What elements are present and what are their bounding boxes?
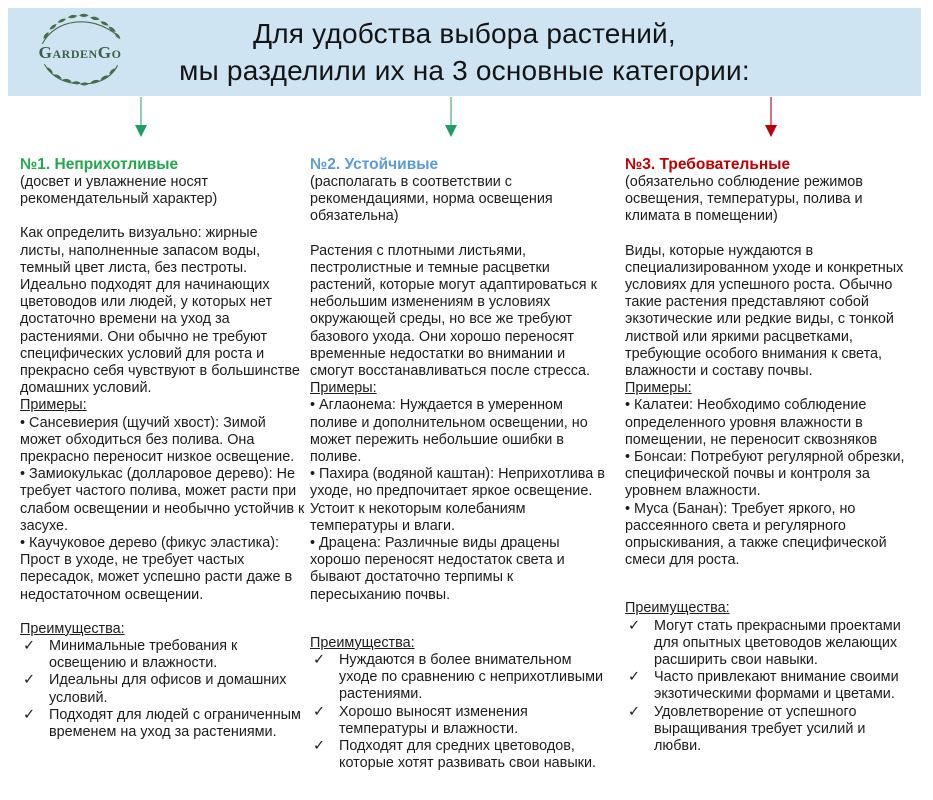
category-description: Как определить визуально: жирные листы, наполненные запасом воды, темный цвет листа, без пестроты. Идеально подходят для начинающих цветоводов или людей, у которых нет достаточно времени на уход за растениями. Они обычно не требуют специфических условий для роста и прекрасно себя чувствуют в большинстве домашних условий. [20, 225, 300, 397]
bullet-icon: • [310, 535, 316, 552]
example-item [310, 535, 608, 604]
advantages-label: Преимущества: [310, 634, 415, 651]
category-description: Растения с плотными листьями, пестролистные и темные расцветки растений, которые могут адаптироваться к небольшим изменениям в условиях окружающей среды, но все же требуют базового ухода. Они хорошо переносят временные недостатки во внимании и смогут восстанавливаться после стресса. [310, 242, 597, 380]
check-icon: ✓ [23, 706, 36, 723]
example-text: Пахира (водяной каштан): Неприхотлива в уходе, но предпочитает яркое освещение. Устоит к некоторым колебаниям температуры и влаги. [310, 466, 605, 534]
advantage-text: Идеальны для офисов и домашних условий. [49, 672, 287, 706]
example-item [20, 535, 306, 604]
arrow-down-icon [444, 97, 458, 137]
example-text: Каучуковое дерево (фикус эластика): Прост в уходе, не требует частых пересадок, может успешно расти даже в недостаточном освещении. [20, 535, 293, 603]
advantage-item [625, 618, 915, 670]
check-icon: ✓ [23, 672, 36, 689]
examples-label: Примеры: [310, 380, 377, 397]
advantage-item [310, 652, 608, 704]
category-heading: №2. Устойчивые [310, 156, 439, 173]
bullet-icon: • [625, 449, 631, 466]
check-icon: ✓ [23, 638, 36, 655]
category-column-resilient [310, 155, 608, 773]
advantage-text: Минимальные требования к освещению и влажности. [49, 638, 238, 672]
bullet-icon: • [20, 535, 26, 552]
arrow-down-icon [134, 97, 148, 137]
advantage-item [20, 672, 306, 706]
bullet-icon: • [625, 397, 631, 414]
advantage-text: Удовлетворение от успешного выращивания требует усилий и любви. [654, 703, 866, 755]
category-column-unpretentious [20, 155, 306, 741]
example-item [625, 397, 915, 449]
advantages-block [625, 600, 915, 755]
example-text: Аглаонема: Нуждается в умеренном поливе и дополнительном освещении, но может пережить небольшие ошибки в поливе. [310, 397, 588, 466]
category-heading: №3. Требовательные [625, 156, 791, 173]
title-line-1: Для удобства выбора растений, [253, 18, 676, 49]
category-heading: №1. Неприхотливые [20, 156, 179, 173]
advantage-text: Подходят для средних цветоводов, которые хотят развивать свои навыки. [339, 738, 596, 772]
example-item [310, 397, 608, 466]
example-text: Калатеи: Необходимо соблюдение определенного уровня влажности в помещении, не переносит сквозняков [625, 397, 878, 448]
examples-label: Примеры: [625, 380, 692, 397]
arrow-down-icon [764, 97, 778, 137]
check-icon: ✓ [313, 703, 326, 720]
example-item [20, 466, 306, 535]
examples-label: Примеры: [20, 397, 87, 414]
header-banner [8, 8, 921, 96]
title-line-2: мы разделили их на 3 основные категории: [179, 55, 750, 86]
advantage-text: Подходят для людей с ограниченным временем на уход за растениями. [49, 706, 301, 741]
example-text: Бонсаи: Потребуют регулярной обрезки, специфической почвы и контроля за уровнем влажности. [625, 449, 905, 500]
brand-text: GardenGo [38, 43, 122, 63]
example-text: Замиокулькас (долларовое дерево): Не требует частого полива, может расти при слабом освещении и необычно устойчив к засухе. [20, 466, 305, 534]
page-title [179, 15, 750, 89]
example-item [20, 415, 306, 467]
advantage-text: Часто привлекают внимание своими экзотическими формами и цветами. [654, 669, 899, 703]
example-item [625, 449, 915, 501]
check-icon: ✓ [628, 669, 641, 686]
advantage-text: Нуждаются в более внимательном уходе по сравнению с неприхотливыми растениями. [339, 652, 604, 703]
advantage-item [310, 738, 608, 772]
bullet-icon: • [310, 397, 316, 414]
advantage-item [625, 704, 915, 756]
gardengo-logo [24, 11, 136, 93]
bullet-icon: • [20, 414, 26, 431]
example-item [310, 466, 608, 535]
advantages-label: Преимущества: [625, 600, 730, 617]
advantages-block [310, 635, 608, 773]
example-text: Муса (Банан): Требует яркого, но рассеянного света и регулярного опрыскивания, а также специфической смеси для роста. [625, 500, 887, 569]
check-icon: ✓ [628, 703, 641, 720]
category-description: Виды, которые нуждаются в специализированном уходе и конкретных условиях для успешного роста. Обычно такие растения представляют собой экзотические или редкие виды, с тонкой листвой или яркими расцветками, требующие особого внимания к света, влажности и составу почвы. [625, 242, 904, 380]
check-icon: ✓ [313, 738, 326, 755]
advantages-block [20, 621, 306, 741]
example-text: Драцена: Различные виды драцены хорошо переносят недостаток света и бывают достаточно терпимы к пересыханию почвы. [310, 535, 565, 603]
example-text: Сансевиерия (щучий хвост): Зимой может обходиться без полива. Она прекрасно переносит низкое освещение. [20, 414, 295, 466]
bullet-icon: • [20, 466, 26, 483]
category-subheading: (досвет и увлажнение носят рекомендательный характер) [20, 174, 218, 208]
advantage-item [20, 707, 306, 741]
bullet-icon: • [310, 466, 316, 483]
advantage-item [310, 704, 608, 738]
example-item [625, 501, 915, 570]
advantage-item [20, 638, 306, 672]
check-icon: ✓ [628, 617, 641, 634]
check-icon: ✓ [313, 652, 326, 669]
category-subheading: (обязательно соблюдение режимов освещения, температуры, полива и климата в помещении) [625, 174, 863, 225]
advantage-text: Могут стать прекрасными проектами для опытных цветоводов желающих расширить свои навыки. [654, 617, 901, 669]
advantage-item [625, 669, 915, 703]
advantages-label: Преимущества: [20, 620, 125, 637]
advantage-text: Хорошо выносят изменения температуры и влажности. [339, 703, 528, 737]
category-subheading: (располагать в соответствии с рекомендациями, норма освещения обязательна) [310, 174, 553, 225]
category-column-demanding [625, 155, 915, 755]
bullet-icon: • [625, 500, 631, 517]
